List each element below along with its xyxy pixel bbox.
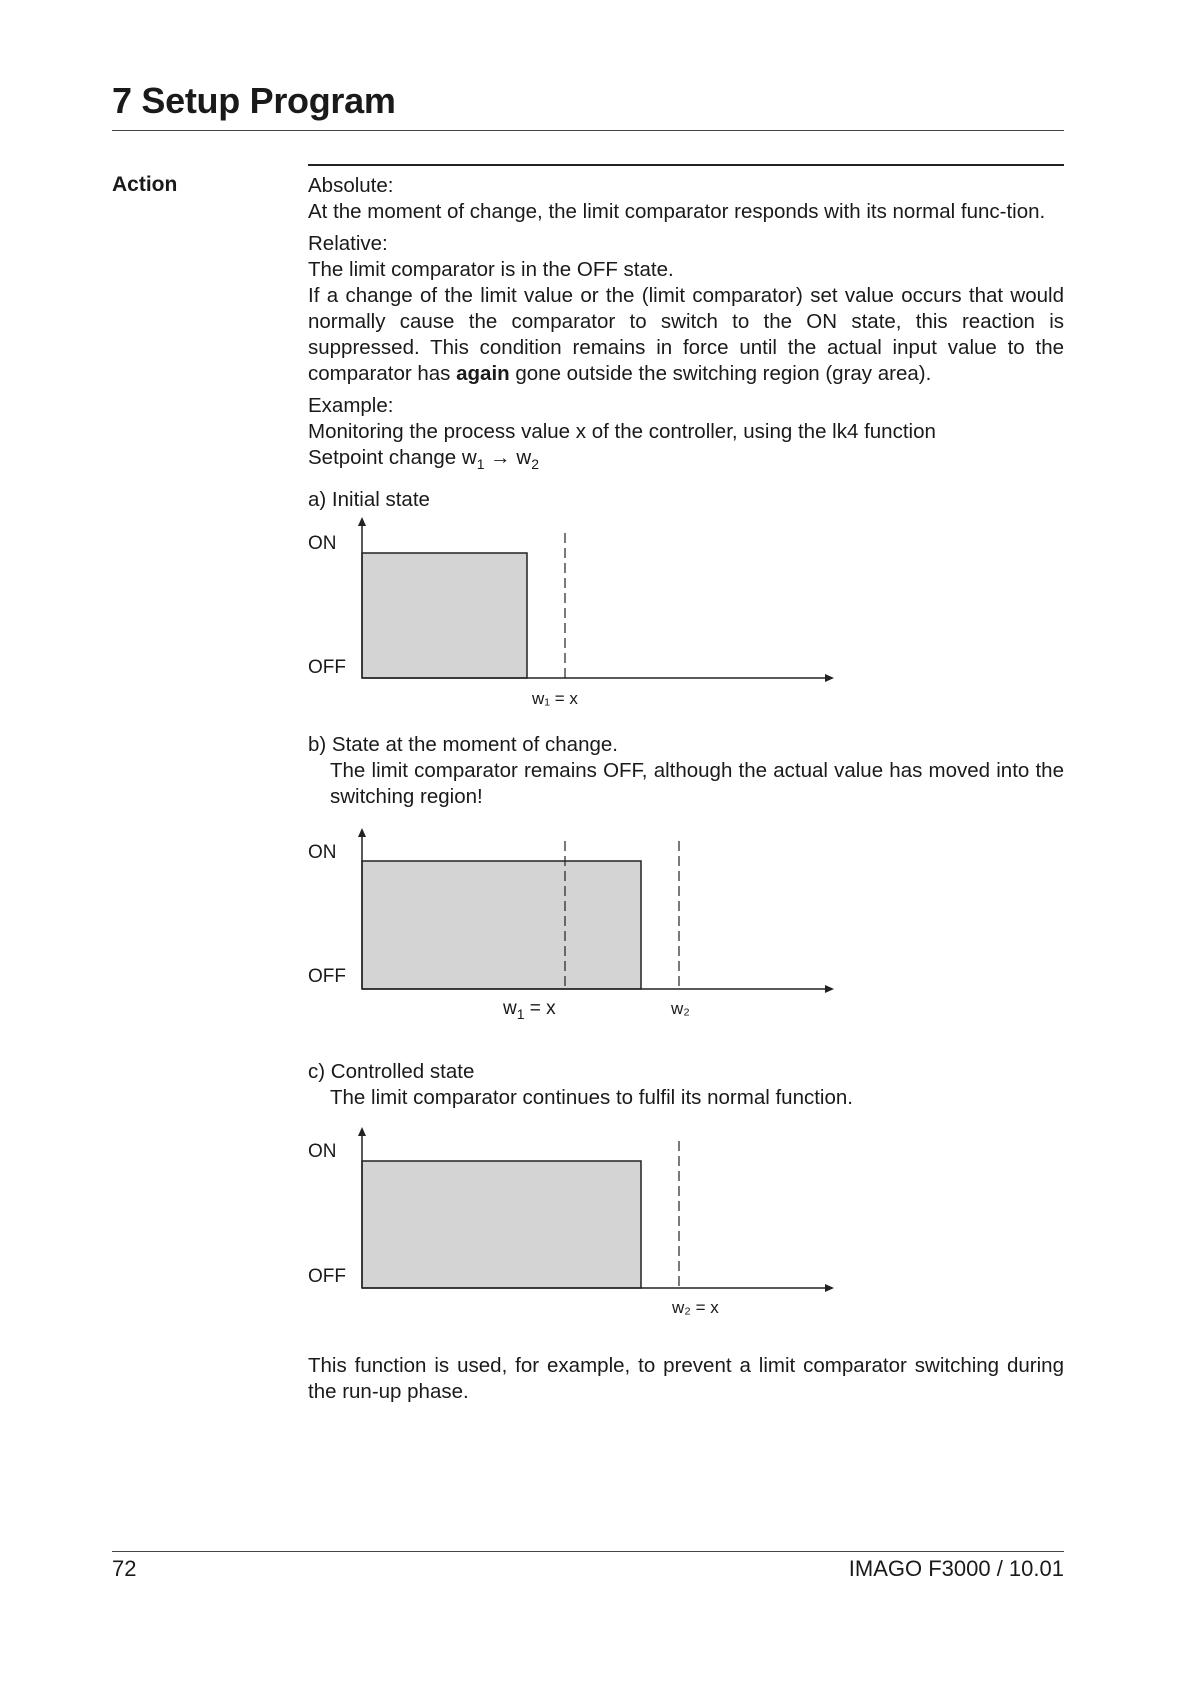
header-rule <box>112 130 1064 131</box>
marker-label-a: w₁ = x <box>532 689 578 708</box>
marker-label-b1 <box>502 998 556 1022</box>
marker-label-c: w₂ = x <box>672 1298 719 1317</box>
section-content <box>308 173 1064 1405</box>
relative-heading: Relative: <box>308 232 388 255</box>
off-label-b: OFF <box>308 966 346 987</box>
diagram-a <box>308 513 848 718</box>
on-label-a: ON <box>308 533 337 554</box>
on-label-b: ON <box>308 842 337 863</box>
footer-rule <box>112 1551 1064 1552</box>
example-heading: Example: <box>308 394 394 417</box>
diagram-b-description: The limit comparator remains OFF, although the actual value has moved into the switching region! <box>330 759 1064 808</box>
relative-text-bold: again <box>456 362 510 385</box>
y-axis-arrow-a <box>358 517 366 526</box>
relative-line-1: The limit comparator is in the OFF state. <box>308 258 674 281</box>
diagram-c-description: The limit comparator continues to fulfil its normal function. <box>330 1086 853 1109</box>
example-arrow: → w <box>484 446 532 469</box>
switching-region-b <box>362 861 641 989</box>
switching-region-c <box>362 1161 641 1288</box>
relative-line-2 <box>308 283 1064 387</box>
example-line-2 <box>308 445 1064 471</box>
y-axis-arrow-c <box>358 1127 366 1136</box>
absolute-text: At the moment of change, the limit comparator responds with its normal func-tion. <box>308 200 1046 223</box>
marker-b1-main: w <box>503 998 517 1019</box>
marker-b1-sub: 1 <box>516 1006 525 1022</box>
y-axis-arrow-b <box>358 828 366 837</box>
diagram-b <box>308 824 848 1029</box>
diagram-c <box>308 1123 848 1328</box>
closing-text: This function is used, for example, to prevent a limit comparator switching during the run-up phase. <box>308 1354 1064 1403</box>
marker-b1-rest: = x <box>524 998 556 1019</box>
x-axis-arrow-a <box>825 674 834 682</box>
relative-text-after: gone outside the switching region (gray area). <box>509 362 932 385</box>
absolute-heading: Absolute: <box>308 174 394 197</box>
chapter-title: 7 Setup Program <box>112 80 396 121</box>
diagram-c-caption: c) Controlled state <box>308 1060 475 1083</box>
diagram-a-caption: a) Initial state <box>308 488 430 511</box>
switching-region-a <box>362 553 527 678</box>
example-sub-1: 1 <box>476 456 485 472</box>
off-label-a: OFF <box>308 657 346 678</box>
x-axis-arrow-c <box>825 1284 834 1292</box>
page-number: 72 <box>112 1556 137 1581</box>
example-sub-2: 2 <box>531 456 539 472</box>
section-rule <box>308 164 1064 166</box>
x-axis-arrow-b <box>825 985 834 993</box>
example-line-1: Monitoring the process value x of the controller, using the lk4 function <box>308 420 936 443</box>
section-label: Action <box>112 173 178 196</box>
example-prefix: Setpoint change w <box>308 446 477 469</box>
document-id: IMAGO F3000 / 10.01 <box>848 1556 1064 1581</box>
marker-label-b2: w₂ <box>671 999 690 1018</box>
relative-text-before: If a change of the limit value or the (limit comparator) set value occurs that would normally cause the comparator to switch to the ON state, this reaction is suppressed. This condition remains in force until the actual input value to the comparator has <box>308 284 1064 385</box>
off-label-c: OFF <box>308 1266 346 1287</box>
diagram-b-caption: b) State at the moment of change. <box>308 733 618 756</box>
on-label-c: ON <box>308 1141 337 1162</box>
